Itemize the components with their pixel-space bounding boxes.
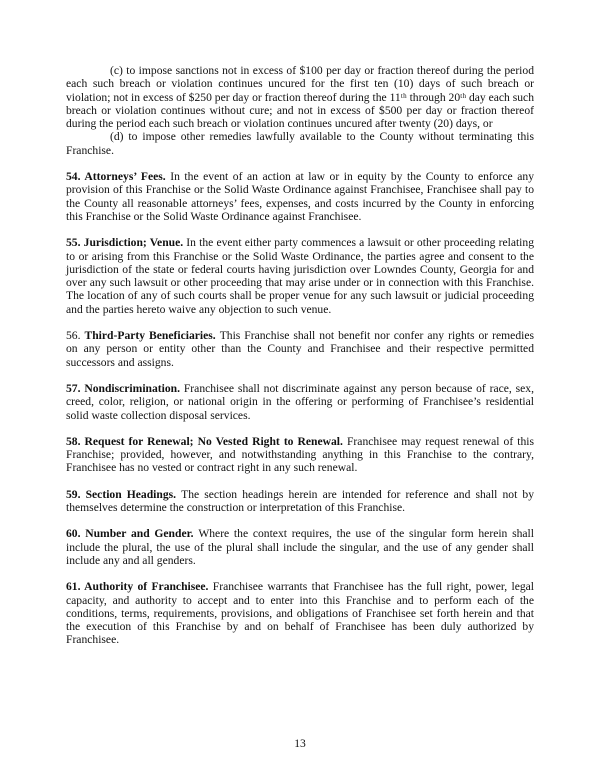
paragraph-text: Where the context requires, the use of the singular form herein shall include the plural, the use of the plural shall include the singular, and the use of any gender shall include any and all genders. [66,527,534,567]
paragraph-attorneys-fees [66,170,534,223]
paragraph-request-for-renewal [66,435,534,475]
paragraph-text: Franchisee may request renewal of this Franchise; provided, however, and notwithstanding anything in this Franchise to the contrary, Franchisee has no vested or contract right in any such renewal. [66,434,534,475]
paragraph-text: This Franchise shall not benefit nor confer any rights or remedies on any person or entity other than the County and Franchisee and their respective permitted successors and assigns. [66,329,534,369]
section-heading: 61. Authority of Franchisee. [66,580,213,594]
section-heading: 59. Section Headings. [66,487,182,501]
paragraph-number-and-gender [66,527,534,567]
paragraph-text: Franchisee shall not discriminate against any person because of race, sex, creed, color, religion, or national origin in the offering or performing of Franchisee’s residential solid waste collection disposal services. [66,381,534,422]
page-number: 13 [294,736,306,750]
paragraph-text: Franchisee warrants that Franchisee has the full right, power, legal capacity, and authority to accept and to enter into this Franchise and to perform each of the conditions, terms, requirements, provisions, and obligations of Franchisee set forth herein and that the execution of this Franchise by and on behalf of Franchisee has been duly authorized by Franchisee. [66,580,534,647]
paragraph-section-headings [66,488,534,515]
section-heading: 58. Request for Renewal; No Vested Right to Renewal. [66,434,347,448]
paragraph-authority-of-franchisee [66,580,534,646]
paragraph-text: In the event either party commences a lawsuit or other proceeding relating to or arising from this Franchise or the Solid Waste Ordinance, the parties agree and consent to the jurisdiction of the state or federal courts having jurisdiction over Lowndes County, Georgia for and over any such lawsuit or other proceeding that may arise under or in connection with this Franchise. The location of any of such courts shall be proper venue for any such lawsuit or judicial proceeding and the parties hereto waive any objection to such venue. [66,236,534,316]
paragraph-remedies-d [66,130,534,157]
paragraph-text: (c) to impose sanctions not in excess of $100 per day or fraction thereof during the period each such breach or violation continues uncured for the first ten (10) days of such breach or violation; not in excess of $250 per day or fraction thereof during the 11ᵗʰ through 20ᵗʰ day each such breach or violation continues without cure; and not in excess of $500 per day or fraction thereof during the period each such breach or violation continues uncured after twenty (20) days, or [66,64,534,131]
section-heading: 60. Number and Gender. [66,527,199,541]
paragraph-text: (d) to impose other remedies lawfully available to the County without terminating this Franchise. [66,130,534,157]
section-heading: 57. Nondiscrimination. [66,381,184,395]
paragraph-jurisdiction-venue [66,236,534,316]
paragraph-text: The section headings herein are intended for reference and shall not by themselves determine the construction or interpretation of this Franchise. [66,487,534,515]
paragraph-text: In the event of an action at law or in equity by the County to enforce any provision of this Franchise or the Solid Waste Ordinance against Franchisee, Franchisee shall pay to the County all reasonable attorneys’ fees, expenses, and costs incurred by the County in enforcing this Franchise or the Solid Waste Ordinance against Franchisee. [66,170,534,223]
section-number: 56. [66,329,85,343]
paragraph-sanctions-c [66,64,534,130]
section-heading: 54. Attorneys’ Fees. [66,170,171,184]
section-heading: 55. Jurisdiction; Venue. [66,236,187,250]
section-heading: Third-Party Beneficiaries. [84,329,220,343]
paragraph-nondiscrimination [66,382,534,422]
paragraph-third-party-beneficiaries [66,329,534,369]
